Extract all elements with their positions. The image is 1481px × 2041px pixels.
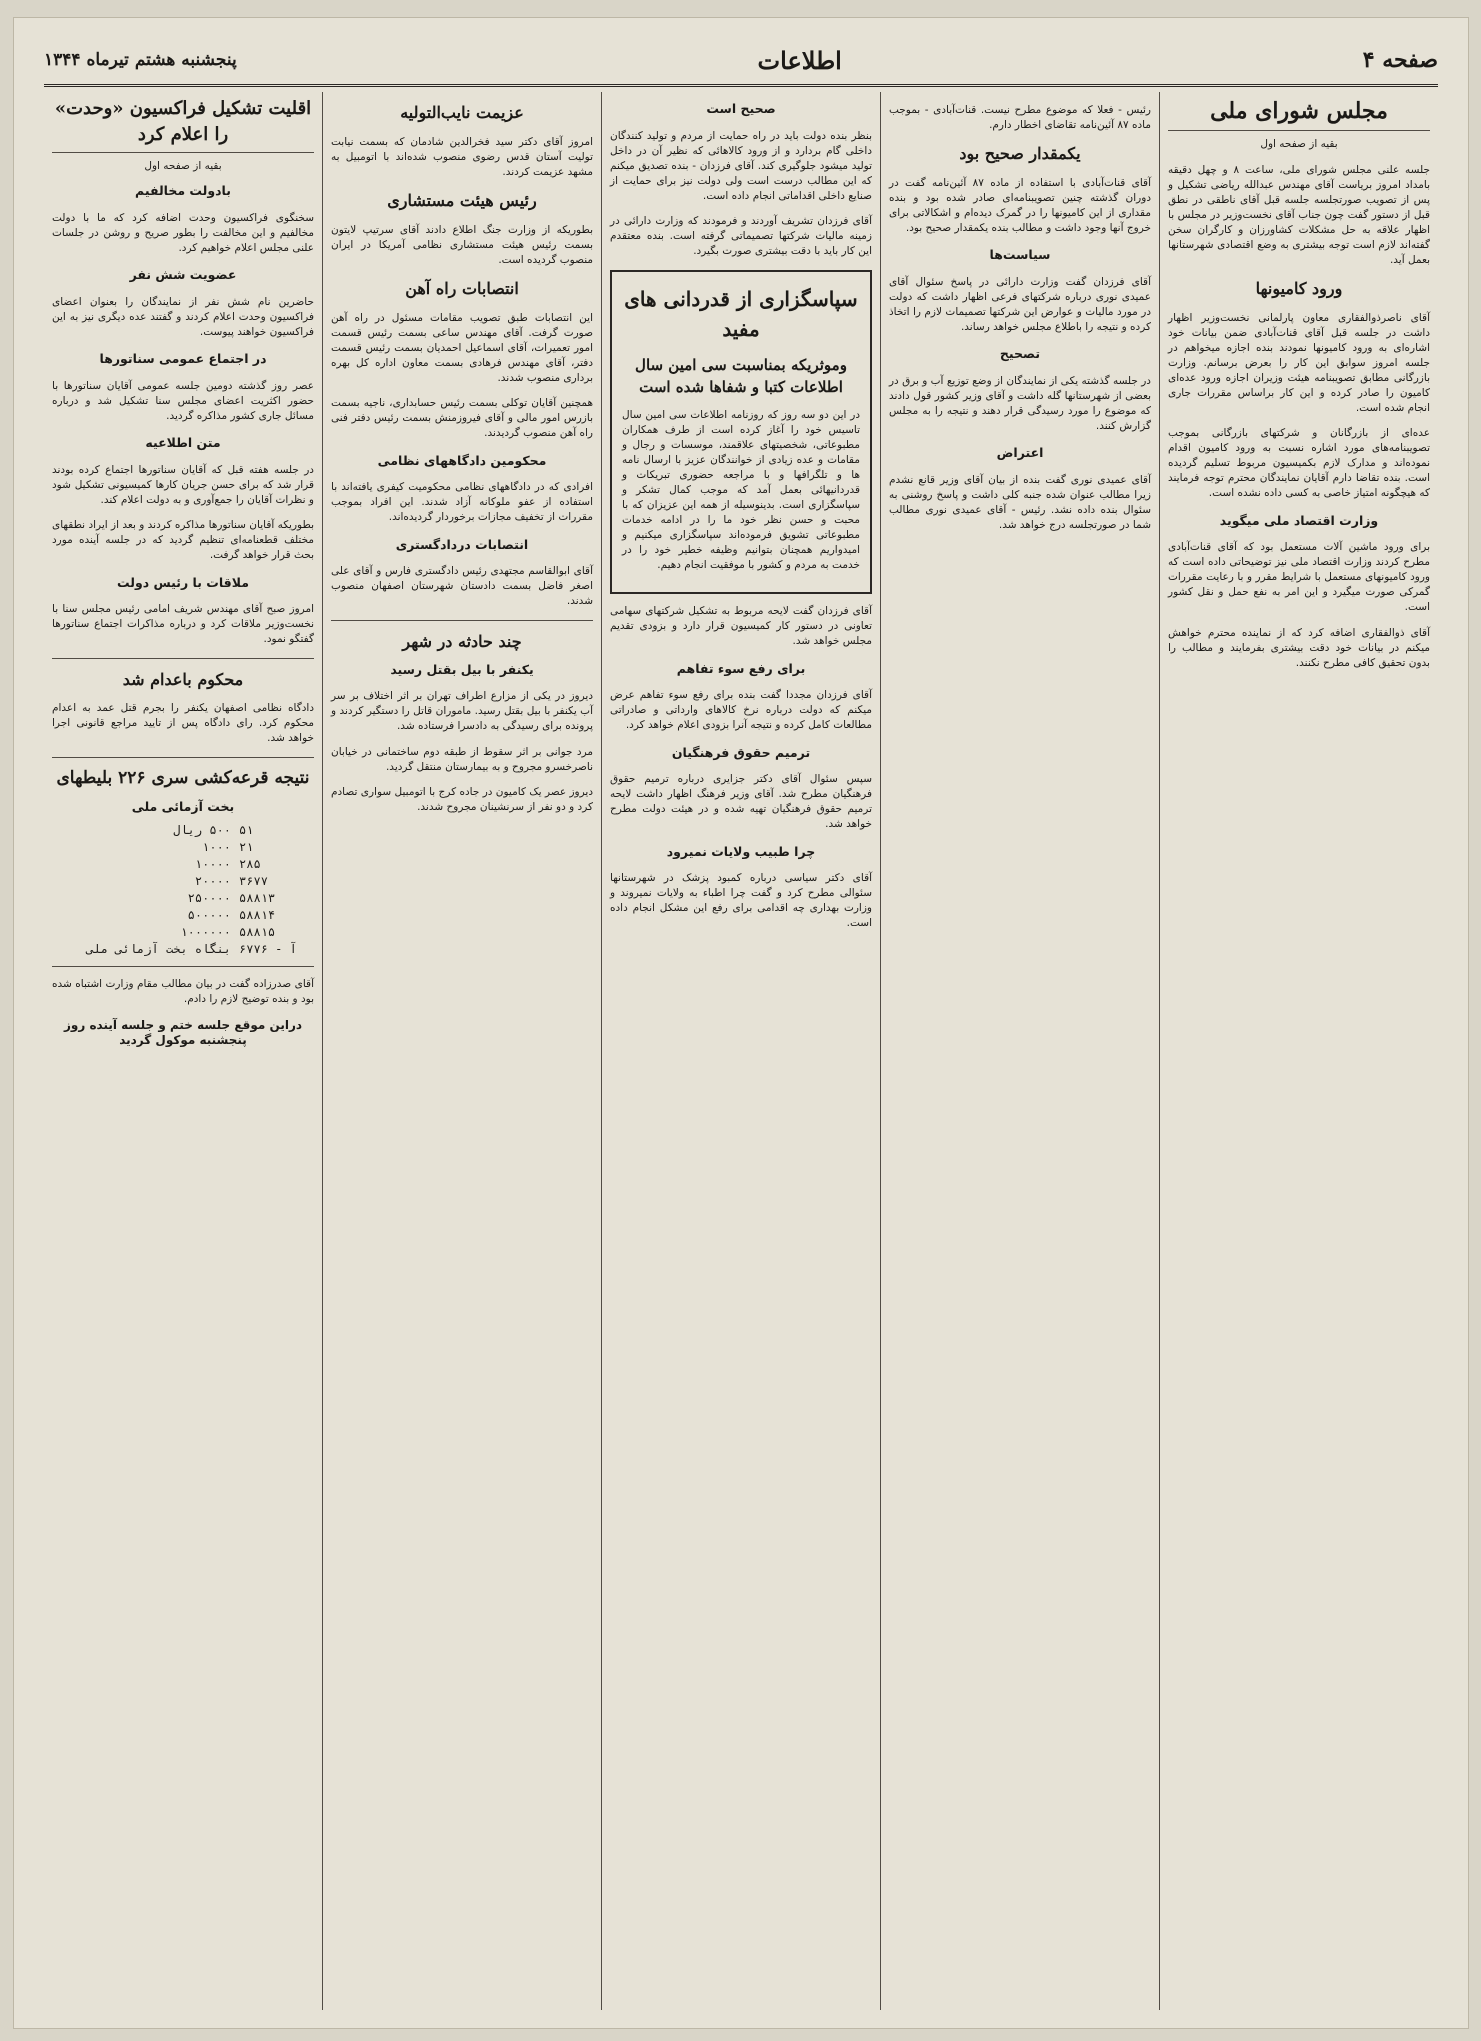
headline-majlis: مجلس شورای ملی bbox=[1168, 96, 1430, 131]
subheading-objection: اعتراض bbox=[996, 445, 1044, 460]
article-paragraph: آقای فرزدان گفت وزارت دارائی در پاسخ سئوال آقای عمیدی نوری درباره شرکتهای فرعی اظهار داشت که دولت در مورد مالیات و عوارض این شرکتها تصمیمات لازم را اتخاذ کرده و نتیجه را باطلاع مجلس خواهد رساند. bbox=[889, 275, 1151, 333]
article-paragraph: آقای ناصرذوالفقاری معاون پارلمانی نخست‌وزیر اظهار داشت در جلسه قبل آقای قنات‌آبادی ضمن بیانات خود اشاره‌ای به ورود کامیونها نمودند بنده اجازه میخواهم در جلسه امروز سوابق این کار را بعرض برسانم. وزارت بازرگانی مطابق تصویبنامه هیئت وزیران اجازه ورود عده‌ای کامیون را صادر کرده و این کار براساس مقررات جاری انجام شده است. bbox=[1168, 311, 1430, 414]
divider bbox=[52, 658, 314, 659]
table-row: ۵۸۸۱۴ ۵۰۰۰۰۰ bbox=[187, 907, 276, 922]
subheading-departure: عزیمت نایب‌التولیه bbox=[400, 103, 524, 122]
subheading-policies: سیاست‌ها bbox=[989, 247, 1051, 262]
article-paragraph: آقای دکتر سیاسی درباره کمبود پزشک در شهرستانها سئوالی مطرح کرد و گفت چرا اطباء به ولایات نمیروند و وزارت بهداری چه اقدامی برای رفع این مشکل انجام داده است. bbox=[610, 872, 872, 929]
article-paragraph: در جلسه هفته قبل که آقایان سناتورها اجتماع کرده بودند قرار شد که برای حسن جریان کارها کمیسیونی تشکیل شود و نظرات آقایان را جمع‌آوری و به دولت اعلام کند. bbox=[52, 463, 314, 506]
article-paragraph: بطوریکه از وزارت جنگ اطلاع دادند آقای سرتیپ لایتون بسمت رئیس هیئت مستشاری نظامی آمریکا در ایران منصوب گردیده است. bbox=[331, 223, 593, 266]
lottery-title: نتیجه قرعه‌کشی سری ۲۲۶ بلیطهای bbox=[56, 767, 310, 788]
anniversary-body: در این دو سه روز که روزنامه اطلاعات سی امین سال تاسیس خود را آغاز کرده است از طرف همکاران مطبوعاتی، شخصیتهای علاقمند، موسسات و رجال و مقامات و عده زیادی از خوانندگان عزیز با ارسال نامه ها و تلگرافها و با مراجعه حضوری تبریکات و قدردانیهائی بعمل آمد که موجب کمال تشکر و سپاسگزاری است. بدینوسیله از همه این عزیزان که با محبت و حسن نظر خود ما را در ادامه خدمات مطبوعاتی تشویق فرموده‌اند سپاسگزاری میکنیم و امیدواریم همچنان بتوانیم وظیفه خطیر خود را در خدمت به مردم و کشور با موفقیت انجام دهیم. bbox=[622, 409, 860, 571]
column-5 bbox=[44, 92, 322, 2010]
article-paragraph: سخنگوی فراکسیون وحدت اضافه کرد که ما با دولت مخالفیم و این مخالفت را بطور صریح و روشن در جلسات علنی مجلس اعلام خواهیم کرد. bbox=[52, 211, 314, 254]
article-paragraph: آقای عمیدی نوری گفت بنده از بیان آقای وزیر قانع نشدم زیرا مطالب عنوان شده جنبه کلی داشت و پاسخ روشنی به سئوال بنده داده نشد. رئیس - آقای عمیدی نوری مطالب شما در صورتجلسه درج خواهد شد. bbox=[889, 473, 1151, 531]
article-paragraph: این انتصابات طبق تصویب مقامات مسئول در راه آهن صورت گرفت. آقای مهندس ساعی بسمت رئیس قسمت امور تعمیرات، آقای اسماعیل احمدیان بسمت رئیس قسمت دفتر، آقای مهندس فرهادی بسمت معاون اداره کل بهره برداری منصوب شدند. bbox=[331, 311, 593, 384]
article-paragraph: جلسه علنی مجلس شورای ملی، ساعت ۸ و چهل دقیقه بامداد امروز بریاست آقای مهندس عبدالله ریاضی تشکیل و پس از تصویب صورتجلسه جلسه قبل آقای ناطقی در نطق قبل از دستور گفت چون جناب آقای نخست‌وزیر در مجلس با اظهار علاقه به حل مشکلات کشاورزان و کارگران سخن گفته‌اند لازم است توجه بیشتری به وضع اقتصادی شهرستانها بعمل آید. bbox=[1168, 163, 1430, 266]
headline-minority-faction: اقلیت تشکیل فراکسیون «وحدت» را اعلام کرد bbox=[52, 96, 314, 153]
session-end-note: دراین موقع جلسه ختم و جلسه آینده روز پنجشنبه موکول گردید bbox=[63, 1017, 303, 1047]
anniversary-subheadline: وموثریکه بمناسبت سی امین سال اطلاعات کتبا و شفاها شده است bbox=[635, 355, 847, 396]
article-paragraph: همچنین آقایان توکلی بسمت رئیس حسابداری، ناجیه بسمت بازرس امور مالی و آقای فیروزمنش بسمت رئیس دفتر فنی راه آهن منصوب گردیدند. bbox=[331, 397, 593, 439]
newspaper-name: اطلاعات bbox=[757, 45, 842, 75]
article-paragraph: رئیس - فعلا که موضوع مطرح نیست. قنات‌آبادی - بموجب ماده ۸۷ آئین‌نامه تقاضای اخطار دارم. bbox=[889, 103, 1151, 131]
subheading-doctors: چرا طبیب ولایات نمیرود bbox=[666, 843, 816, 859]
column-4 bbox=[322, 92, 601, 2010]
subheading-trucks: ورود کامیونها bbox=[1255, 279, 1343, 298]
article-columns bbox=[44, 92, 1438, 2010]
subheading-city-incidents: چند حادثه در شهر bbox=[402, 631, 522, 651]
table-row: ۵۸۸۱۵ ۱۰۰۰۰۰۰ bbox=[180, 924, 276, 939]
subheading-railway: انتصابات راه آهن bbox=[405, 279, 519, 298]
article-paragraph: افرادی که در دادگاههای نظامی محکومیت کیفری یافته‌اند با استفاده از عفو ملوکانه آزاد شدند. این افراد بموجب مقررات از تخفیف مجازات برخوردار گردیده‌اند. bbox=[331, 481, 593, 523]
column-3 bbox=[601, 92, 880, 2010]
table-row: آ - ۶۷۷۶ بنگاه بخت آزمائی ملی bbox=[86, 941, 297, 956]
article-paragraph: عصر روز گذشته دومین جلسه عمومی آقایان سناتورها با حضور اکثریت اعضای مجلس سنا تشکیل شد و درباره مسائل جاری کشور مذاکره گردید. bbox=[52, 379, 314, 422]
article-paragraph: بطوریکه آقایان سناتورها مذاکره کردند و بعد از ایراد نطقهای مختلف قطعنامه‌ای تنظیم گردید که در جلسه آینده مورد بحث قرار خواهد گرفت. bbox=[52, 519, 314, 561]
anniversary-headline: سپاسگزاری از قدردانی های مفید bbox=[624, 286, 858, 341]
article-paragraph: عده‌ای از بازرگانان و شرکتهای بازرگانی بموجب تصویبنامه‌های مورد اشاره نسبت به ورود کامیون اقدام نموده‌اند و مدارک لازم بکمیسیون مربوط تسلیم گردیده است. بنده تقاضا دارم آقایان نمایندگان محترم توجه فرمایند که هیچگونه امتیاز خاصی به کسی داده نشده است. bbox=[1168, 427, 1430, 499]
subheading-misunderstanding: برای رفع سوء تفاهم bbox=[676, 660, 806, 676]
article-paragraph: امروز آقای دکتر سید فخرالدین شادمان که بسمت نیابت تولیت آستان قدس رضوی منصوب شده‌اند با اتومبیل به مشهد عزیمت کردند. bbox=[331, 135, 593, 178]
article-paragraph: مرد جوانی بر اثر سقوط از طبقه دوم ساختمانی در خیابان ناصرخسرو مجروح و به بیمارستان منتقل گردید. bbox=[331, 745, 593, 773]
article-paragraph: برای ورود ماشین آلات مستعمل بود که آقای قنات‌آبادی مطرح کردند وزارت اقتصاد ملی نیز توضیحاتی داده است که ورود کامیونهای مستعمل با شرایط مقرر و با رعایت مقررات گمرکی صورت میگیرد و این امر به نفع حمل و نقل کشور است. bbox=[1168, 541, 1430, 613]
subheading-military-courts: محکومین دادگاههای نظامی bbox=[377, 452, 547, 468]
table-row: ۲۸۵ ۱۰۰۰۰ bbox=[194, 856, 261, 871]
issue-date: پنجشنبه هشتم تیرماه ۱۳۴۴ bbox=[44, 50, 237, 70]
subheading-teachers-salary: ترمیم حقوق فرهنگیان bbox=[671, 744, 811, 760]
newspaper-page bbox=[14, 18, 1468, 2028]
subheading-advisory-head: رئیس هیئت مستشاری bbox=[387, 191, 537, 210]
article-paragraph: آقای فرزدان گفت لایحه مربوط به تشکیل شرکتهای سهامی تعاونی در دستور کار کمیسیون قرار دارد و بزودی تقدیم مجلس خواهد شد. bbox=[610, 605, 872, 647]
column-2 bbox=[880, 92, 1159, 2010]
article-paragraph: آقای ابوالقاسم مجتهدی رئیس دادگستری فارس و آقای علی اصغر فاضل بسمت دادستان شهرستان اصفهان منصوب شدند. bbox=[331, 565, 593, 607]
article-paragraph: آقای قنات‌آبادی با استفاده از ماده ۸۷ آئین‌نامه گفت در دوران گذشته چنین تصویبنامه‌ای صادر شده بود و بنده مقداری از این کامیونها را در گمرک دیده‌ام و اشکالاتی برای خروج آنها وجود داشت و مطالب بنده یکمقدار صحیح بود. bbox=[889, 176, 1151, 234]
divider bbox=[331, 620, 593, 621]
article-paragraph: حاضرین نام شش نفر از نمایندگان را بعنوان اعضای فراکسیون وحدت اعلام کردند و گفتند عده دیگری نیز به این فراکسیون خواهند پیوست. bbox=[52, 295, 314, 338]
subheading-economy: وزارت اقتصاد ملی میگوید bbox=[1219, 512, 1379, 528]
subheading-statement: متن اطلاعیه bbox=[145, 435, 221, 450]
divider bbox=[52, 966, 314, 967]
continuation-note: بقیه از صفحه اول bbox=[1260, 138, 1338, 150]
lottery-table bbox=[52, 822, 314, 958]
article-paragraph: دیروز عصر یک کامیون در جاده کرج با اتومبیل سواری تصادم کرد و دو نفر از سرنشینان مجروح شدند. bbox=[331, 786, 593, 813]
subheading-death-sentence: محکوم باعدام شد bbox=[122, 669, 244, 689]
lottery-subtitle: بخت آزمائی ملی bbox=[131, 798, 235, 814]
page-number: صفحه ۴ bbox=[1362, 47, 1438, 73]
subheading-judiciary: انتصابات دردادگستری bbox=[395, 536, 529, 552]
subheading-opposition: بادولت مخالفیم bbox=[135, 183, 231, 198]
subheading-six-members: عضویت شش نفر bbox=[129, 267, 237, 282]
subheading-partly-true: یکمقدار صحیح بود bbox=[959, 144, 1081, 163]
continuation-note: بقیه از صفحه اول bbox=[144, 160, 222, 172]
article-paragraph: دیروز در یکی از مزارع اطراف تهران بر اثر اختلاف بر سر آب یکنفر با بیل بقتل رسید. ماموران قاتل را دستگیر کردند و پرونده برای رسیدگی به دادسرا فرستاده شد. bbox=[331, 690, 593, 732]
subheading-approval: صحیح است bbox=[706, 101, 776, 116]
article-paragraph: آقای فرزدان مجددا گفت بنده برای رفع سوء تفاهم عرض میکنم که دولت درباره نرخ کالاهای وارداتی و صادراتی مطالعات کامل کرده و نتیجه آنرا بزودی اعلام خواهد کرد. bbox=[610, 689, 872, 731]
article-paragraph: بنظر بنده دولت باید در راه حمایت از مردم و تولید کنندگان داخلی گام بردارد و از ورود کالاهائی که نظیر آن در داخل تولید میشود جلوگیری کند. آقای فرزدان - بنده تصدیق میکنم که این مطالب درست است ولی دولت نیز برای حمایت از صنایع داخلی اقداماتی انجام داده است. bbox=[610, 129, 872, 202]
table-row: ۵۸۸۱۳ ۲۵۰۰۰۰ bbox=[187, 890, 276, 905]
divider bbox=[52, 757, 314, 758]
subheading-senators: در اجتماع عمومی سناتورها bbox=[99, 351, 267, 366]
masthead bbox=[44, 36, 1438, 87]
table-row: ۵۱ ۵۰۰ ریال bbox=[173, 822, 254, 837]
article-paragraph: آقای فرزدان تشریف آوردند و فرمودند که وزارت دارائی در زمینه مالیات شرکتها تصمیماتی گرفته است. بنده معتقدم این کار باید با دقت بیشتری صورت بگیرد. bbox=[610, 215, 872, 257]
column-1 bbox=[1159, 92, 1438, 2010]
table-row: ۳۶۷۷ ۲۰۰۰۰ bbox=[194, 873, 268, 888]
article-paragraph: آقای ذوالفقاری اضافه کرد که از نماینده محترم خواهش میکنم در بیانات خود دقت بیشتری بفرمایند و مطالب را بدون تحقیق کافی مطرح نکنند. bbox=[1168, 626, 1430, 669]
subheading-murder: یکنفر با بیل بقتل رسید bbox=[390, 661, 534, 677]
article-paragraph: آقای صدرزاده گفت در بیان مطالب مقام وزارت اشتباه شده بود و بنده توضیح لازم را دادم. bbox=[52, 978, 314, 1005]
table-row: ۲۱ ۱۰۰۰ bbox=[202, 839, 254, 854]
article-paragraph: سپس سئوال آقای دکتر جزایری درباره ترمیم حقوق فرهنگیان مطرح شد. آقای وزیر فرهنگ اظهار داشت لایحه ترمیم حقوق فرهنگیان تهیه شده و در هیئت دولت مطرح خواهد شد. bbox=[610, 773, 872, 830]
article-paragraph: دادگاه نظامی اصفهان یکنفر را بجرم قتل عمد به اعدام محکوم کرد. رای دادگاه پس از تایید مراجع قانونی اجرا خواهد شد. bbox=[52, 702, 314, 744]
anniversary-notice-box bbox=[610, 270, 872, 594]
subheading-meeting-pm: ملاقات با رئیس دولت bbox=[117, 574, 249, 590]
article-paragraph: در جلسه گذشته یکی از نمایندگان از وضع توزیع آب و برق در بعضی از شهرستانها گله داشت و آقای وزیر کشور قول دادند که موضوع را مورد رسیدگی قرار دهند و نتیجه را به مجلس گزارش کنند. bbox=[888, 374, 1151, 432]
subheading-correction: تصحیح bbox=[999, 346, 1041, 361]
article-paragraph: امروز صبح آقای مهندس شریف امامی رئیس مجلس سنا با نخست‌وزیر ملاقات کرد و درباره مذاکرات اجتماع سناتورها گفتگو نمود. bbox=[52, 603, 314, 645]
